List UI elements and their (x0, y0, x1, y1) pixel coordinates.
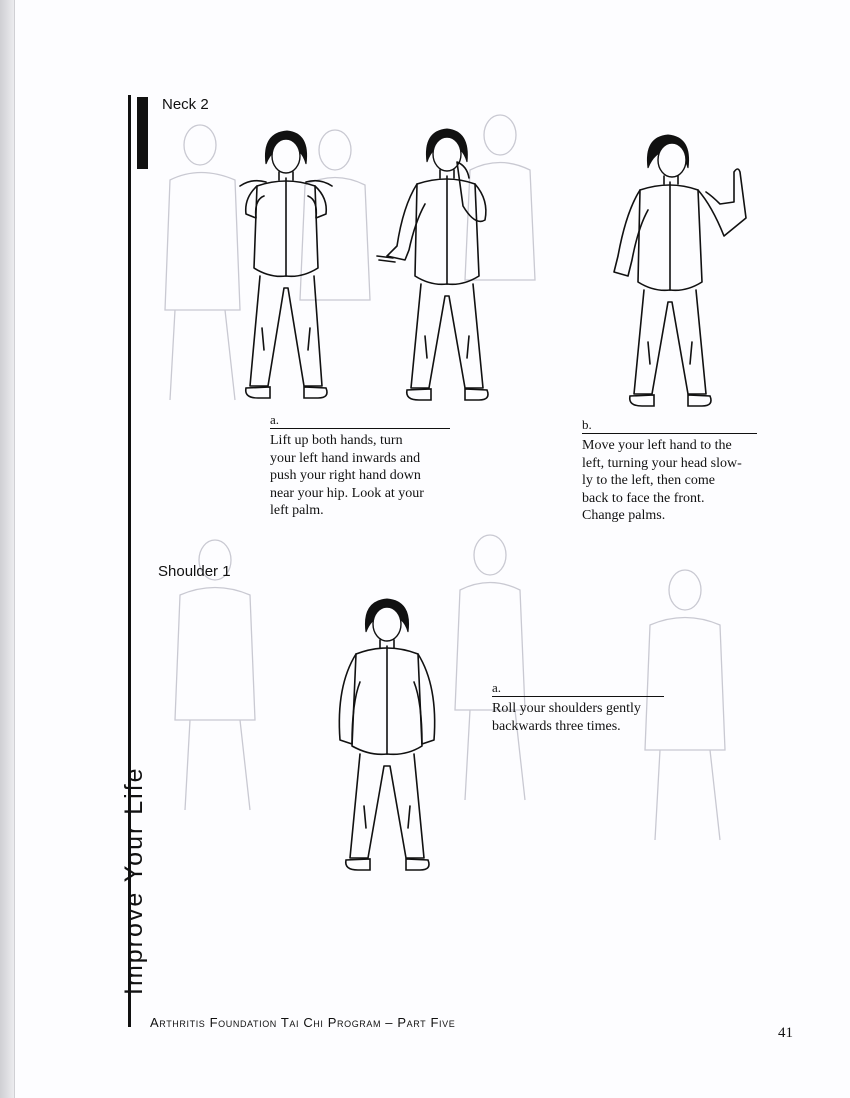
figure-neck2-b (612, 132, 752, 407)
side-title-vertical: Improve Your Life (120, 766, 148, 995)
caption-rule (492, 696, 664, 697)
caption-line: left palm. (270, 503, 324, 518)
caption-line: Roll your shoulders gently (492, 701, 641, 716)
caption-rule (270, 428, 450, 429)
caption-line: Move your left hand to the (582, 438, 732, 453)
page-edge-shadow (0, 0, 14, 1098)
page-number: 41 (778, 1025, 793, 1041)
caption-line: your left hand inwards and (270, 450, 421, 466)
caption-line: backwards three times. (492, 718, 621, 734)
caption-line: Change palms. (582, 508, 666, 523)
section-title-shoulder-1: Shoulder 1 (158, 563, 231, 580)
caption-shoulder1-a (492, 680, 664, 735)
caption-line: Lift up both hands, turn (270, 433, 403, 448)
figure-neck2-a-turn (375, 126, 500, 401)
caption-line: ly to the left, then come (582, 473, 715, 488)
caption-neck2-b (582, 417, 757, 525)
caption-neck2-a (270, 412, 450, 520)
figure-neck2-a-front (232, 128, 342, 403)
caption-line: push your right hand down (270, 468, 421, 483)
caption-letter: a. (270, 412, 280, 427)
caption-line: back to face the front. (582, 490, 705, 506)
caption-line: left, turning your head slow- (582, 455, 742, 471)
figure-shoulder1-a (330, 596, 445, 871)
caption-rule (582, 433, 757, 434)
section-title-neck-2: Neck 2 (162, 96, 209, 113)
caption-letter: b. (582, 417, 592, 432)
caption-letter: a. (492, 680, 502, 695)
caption-line: near your hip. Look at your (270, 485, 424, 501)
section-tab-marker (137, 97, 148, 169)
running-footer: Arthritis Foundation Tai Chi Program – Part Five (150, 1015, 456, 1030)
